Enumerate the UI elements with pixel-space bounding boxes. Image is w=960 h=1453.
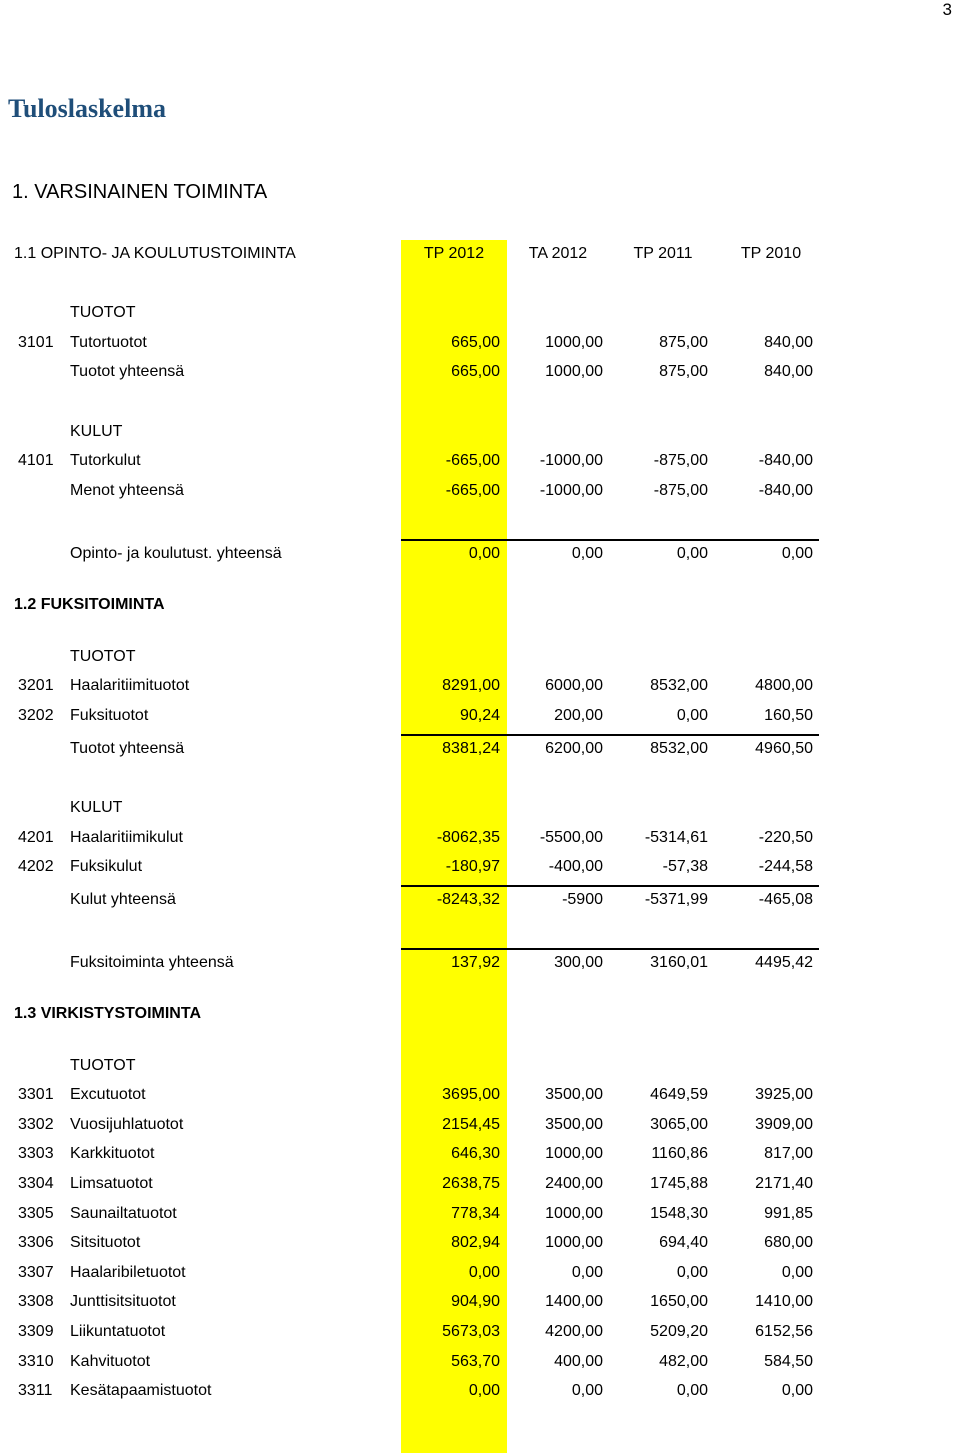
amount-cell: 0,00	[781, 1382, 813, 1400]
account-code: 3310	[18, 1352, 54, 1370]
amount-cell: 1745,88	[650, 1175, 708, 1193]
amount-cell: 160,50	[764, 706, 813, 724]
row-label: Vuosijuhlatuotot	[70, 1115, 184, 1133]
page-number: 3	[942, 0, 952, 19]
amount-cell: 665,00	[451, 333, 500, 351]
row-spacer	[0, 763, 960, 793]
amount-cell: 0,00	[676, 544, 708, 562]
amount-cell: 646,30	[451, 1145, 500, 1163]
amount-cell: 3065,00	[650, 1115, 708, 1133]
table-row	[0, 701, 960, 731]
subsection-heading-row	[0, 590, 960, 620]
amount-cell: 840,00	[764, 363, 813, 381]
amount-cell: 694,40	[659, 1234, 708, 1252]
row-label: Karkkituotot	[70, 1145, 155, 1163]
amount-cell: 0,00	[468, 1263, 500, 1281]
amount-cell: 2638,75	[442, 1175, 500, 1193]
amount-cell: 4649,59	[650, 1086, 708, 1104]
total-row	[0, 734, 960, 764]
amount-cell: 4800,00	[755, 677, 813, 695]
group-heading-row	[0, 298, 960, 328]
amount-cell: 904,90	[451, 1293, 500, 1311]
row-spacer	[0, 568, 960, 590]
amount-cell: 4495,42	[755, 953, 813, 971]
table-row	[0, 446, 960, 476]
amount-cell: -1000,00	[539, 481, 603, 499]
row-label: Junttisitsituotot	[70, 1293, 176, 1311]
amount-cell: -5500,00	[539, 828, 603, 846]
amount-cell: 0,00	[571, 1263, 603, 1281]
amount-cell: -5314,61	[644, 828, 708, 846]
amount-cell: 0,00	[571, 1382, 603, 1400]
amount-cell: 3925,00	[755, 1086, 813, 1104]
amount-cell: -840,00	[758, 452, 813, 470]
amount-cell: -875,00	[653, 481, 708, 499]
total-row	[0, 357, 960, 387]
amount-cell: 563,70	[451, 1352, 500, 1370]
row-spacer	[0, 620, 960, 642]
row-label: 1.3 VIRKISTYSTOIMINTA	[14, 1005, 201, 1023]
amount-cell: 1160,86	[651, 1145, 708, 1163]
amount-cell: 584,50	[764, 1352, 813, 1370]
amount-cell: 0,00	[676, 706, 708, 724]
table-row	[0, 1080, 960, 1110]
amount-cell: -665,00	[445, 452, 500, 470]
row-label: Kulut yhteensä	[70, 890, 176, 908]
total-row	[0, 539, 960, 569]
amount-cell: 2400,00	[545, 1175, 603, 1193]
row-label: 1.2 FUKSITOIMINTA	[14, 596, 165, 614]
amount-cell: 778,34	[451, 1204, 500, 1222]
row-label: Saunailtatuotot	[70, 1204, 177, 1222]
account-code: 3101	[18, 333, 54, 351]
amount-cell: 6152,56	[755, 1323, 813, 1341]
table-row	[0, 1199, 960, 1229]
account-code: 3306	[18, 1234, 54, 1252]
group-heading-row	[0, 1051, 960, 1081]
table-row	[0, 328, 960, 358]
total-row	[0, 885, 960, 915]
account-code: 3304	[18, 1175, 54, 1193]
row-spacer	[0, 506, 960, 536]
row-label: Haalaritiimikulut	[70, 828, 183, 846]
row-label: KULUT	[70, 422, 123, 440]
row-label: Menot yhteensä	[70, 481, 184, 499]
account-code: 3309	[18, 1323, 54, 1341]
amount-cell: -220,50	[758, 828, 813, 846]
amount-cell: -5371,99	[644, 890, 708, 908]
amount-cell: -665,00	[445, 481, 500, 499]
amount-cell: 300,00	[554, 953, 603, 971]
total-row	[0, 948, 960, 978]
amount-cell: 4200,00	[545, 1323, 603, 1341]
account-code: 3202	[18, 706, 54, 724]
amount-cell: 665,00	[451, 363, 500, 381]
amount-cell: 3160,01	[650, 953, 708, 971]
amount-cell: 817,00	[764, 1145, 813, 1163]
amount-cell: 875,00	[659, 333, 708, 351]
amount-cell: 1650,00	[650, 1293, 708, 1311]
amount-cell: 840,00	[764, 333, 813, 351]
amount-cell: -1000,00	[539, 452, 603, 470]
account-code: 3308	[18, 1293, 54, 1311]
table-row	[0, 1169, 960, 1199]
amount-cell: 482,00	[659, 1352, 708, 1370]
amount-cell: -8062,35	[436, 828, 500, 846]
amount-cell: -5900	[562, 890, 603, 908]
amount-cell: 3695,00	[442, 1086, 500, 1104]
amount-cell: 90,24	[459, 706, 500, 724]
row-label: Fuksitoiminta yhteensä	[70, 953, 234, 971]
amount-cell: 1000,00	[545, 1204, 603, 1222]
amount-cell: -244,58	[758, 858, 813, 876]
amount-cell: 0,00	[468, 544, 500, 562]
amount-cell: 5209,20	[650, 1323, 708, 1341]
account-code: 3302	[18, 1115, 54, 1133]
row-label: KULUT	[70, 799, 123, 817]
table-row	[0, 852, 960, 882]
subsection-heading: 1.1 OPINTO- JA KOULUTUSTOIMINTA	[14, 245, 296, 262]
table-row	[0, 1347, 960, 1377]
amount-cell: 0,00	[676, 1382, 708, 1400]
group-heading-row	[0, 417, 960, 447]
amount-cell: 0,00	[781, 1263, 813, 1281]
account-code: 3201	[18, 677, 54, 695]
account-code: 4201	[18, 828, 54, 846]
amount-cell: 802,94	[451, 1234, 500, 1252]
amount-cell: -180,97	[445, 858, 500, 876]
row-label: TUOTOT	[70, 304, 136, 321]
table-row	[0, 1110, 960, 1140]
amount-cell: 8291,00	[442, 677, 500, 695]
amount-cell: 0,00	[781, 544, 813, 562]
account-code: 3301	[18, 1086, 54, 1104]
row-label: Haalaribiletuotot	[70, 1263, 186, 1281]
ledger-table	[0, 298, 960, 1406]
amount-cell: 2171,40	[755, 1175, 813, 1193]
table-row	[0, 1228, 960, 1258]
amount-cell: 1400,00	[545, 1293, 603, 1311]
account-code: 4202	[18, 858, 54, 876]
table-row	[0, 1139, 960, 1169]
account-code: 3303	[18, 1145, 54, 1163]
amount-cell: 0,00	[676, 1263, 708, 1281]
row-label: Liikuntatuotot	[70, 1323, 166, 1341]
amount-cell: 200,00	[554, 706, 603, 724]
section-title: 1. VARSINAINEN TOIMINTA	[12, 181, 268, 203]
column-header-year: TP 2012	[423, 245, 485, 262]
amount-cell: 3909,00	[755, 1115, 813, 1133]
table-row	[0, 823, 960, 853]
amount-cell: 6200,00	[545, 739, 603, 757]
amount-cell: 4960,50	[755, 739, 813, 757]
amount-cell: 1410,00	[755, 1293, 813, 1311]
amount-cell: 2154,45	[442, 1115, 500, 1133]
row-spacer	[0, 915, 960, 945]
amount-cell: -465,08	[758, 890, 813, 908]
amount-cell: -8243,32	[436, 890, 500, 908]
amount-cell: 1000,00	[545, 1234, 603, 1252]
amount-cell: 8532,00	[650, 739, 708, 757]
row-spacer	[0, 977, 960, 999]
row-label: Tuotot yhteensä	[70, 363, 185, 381]
row-label: Sitsituotot	[70, 1234, 141, 1252]
row-label: Tutorkulut	[70, 452, 141, 470]
account-code: 3307	[18, 1263, 54, 1281]
amount-cell: 1548,30	[650, 1204, 708, 1222]
row-label: Opinto- ja koulutust. yhteensä	[70, 544, 282, 562]
row-label: Fuksikulut	[70, 858, 143, 876]
amount-cell: 1000,00	[545, 363, 603, 381]
total-row	[0, 476, 960, 506]
account-code: 3311	[18, 1382, 53, 1400]
row-label: TUOTOT	[70, 1056, 136, 1074]
subsection-heading-row	[0, 999, 960, 1029]
column-header-year: TP 2010	[740, 245, 802, 262]
row-spacer	[0, 387, 960, 417]
amount-cell: 991,85	[764, 1204, 813, 1222]
amount-cell: 0,00	[468, 1382, 500, 1400]
amount-cell: 5673,03	[442, 1323, 500, 1341]
amount-cell: 875,00	[659, 363, 708, 381]
amount-cell: 3500,00	[545, 1115, 603, 1133]
column-header-year: TP 2011	[633, 245, 693, 262]
table-row	[0, 1376, 960, 1406]
amount-cell: -875,00	[653, 452, 708, 470]
row-label: Kahvituotot	[70, 1352, 151, 1370]
row-label: Tutortuotot	[70, 333, 147, 351]
table-row	[0, 1287, 960, 1317]
row-spacer	[0, 1029, 960, 1051]
amount-cell: 400,00	[554, 1352, 603, 1370]
account-code: 4101	[18, 452, 54, 470]
column-header-year: TA 2012	[528, 245, 588, 262]
amount-cell: 1000,00	[545, 1145, 603, 1163]
row-label: Fuksituotot	[70, 706, 149, 724]
amount-cell: 3500,00	[545, 1086, 603, 1104]
row-label: Limsatuotot	[70, 1175, 153, 1193]
amount-cell: -57,38	[662, 858, 708, 876]
column-header-row	[14, 240, 834, 268]
row-label: Excutuotot	[70, 1086, 146, 1104]
table-row	[0, 1317, 960, 1347]
amount-cell: 680,00	[764, 1234, 813, 1252]
amount-cell: 6000,00	[545, 677, 603, 695]
account-code: 3305	[18, 1204, 54, 1222]
table-row	[0, 671, 960, 701]
amount-cell: -840,00	[758, 481, 813, 499]
group-heading-row	[0, 793, 960, 823]
table-row	[0, 1258, 960, 1288]
row-label: TUOTOT	[70, 647, 136, 665]
row-label: Haalaritiimituotot	[70, 677, 190, 695]
group-heading-row	[0, 642, 960, 672]
amount-cell: 8381,24	[442, 739, 500, 757]
amount-cell: -400,00	[548, 858, 603, 876]
row-label: Tuotot yhteensä	[70, 739, 185, 757]
row-label: Kesätapaamistuotot	[70, 1382, 212, 1400]
document-title: Tuloslaskelma	[8, 94, 166, 123]
amount-cell: 0,00	[571, 544, 603, 562]
amount-cell: 1000,00	[545, 333, 603, 351]
amount-cell: 137,92	[451, 953, 500, 971]
amount-cell: 8532,00	[650, 677, 708, 695]
